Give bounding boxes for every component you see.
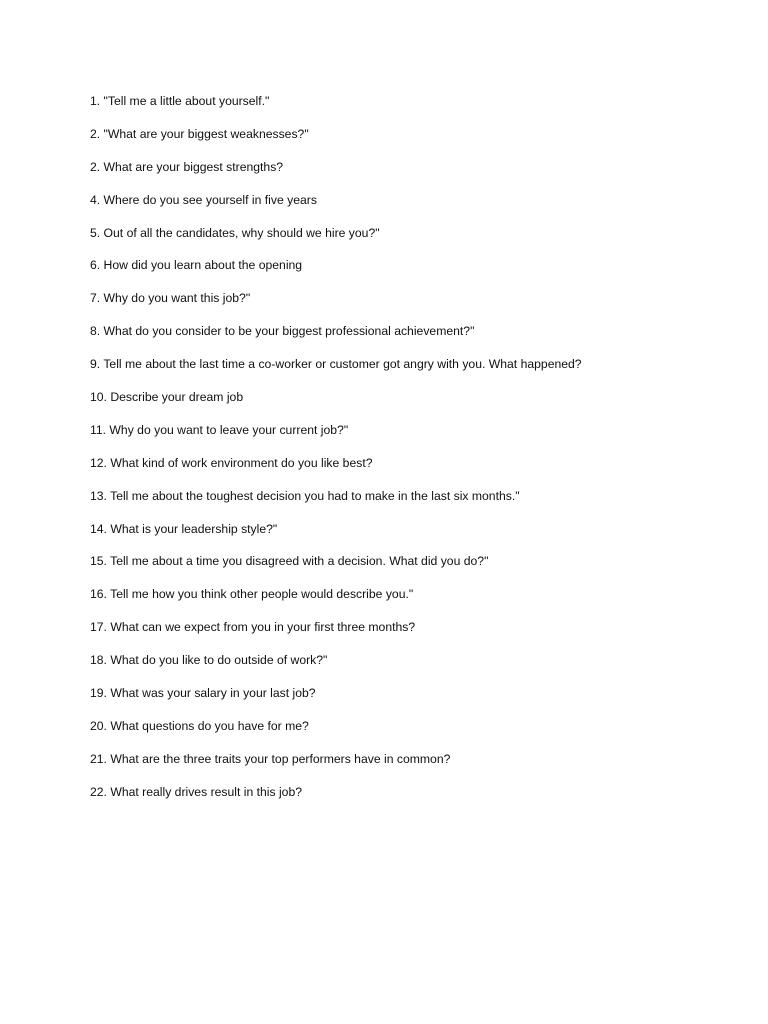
question-list — [90, 91, 740, 815]
question-item: 4. Where do you see yourself in five years — [90, 192, 317, 207]
question-item: 1. "Tell me a little about yourself." — [90, 94, 270, 108]
question-item: 10. Describe your dream job — [90, 390, 244, 405]
question-item: 9. Tell me about the last time a co-worker or customer got angry with you. What happened? — [90, 357, 582, 372]
question-item: 18. What do you like to do outside of work?" — [90, 653, 328, 668]
question-item: 20. What questions do you have for me? — [90, 718, 309, 733]
question-item: 6. How did you learn about the opening — [90, 258, 303, 273]
question-item: 5. Out of all the candidates, why should we hire you?" — [90, 225, 380, 240]
question-item: 19. What was your salary in your last job? — [90, 686, 316, 701]
question-item: 7. Why do you want this job?" — [90, 291, 251, 306]
question-item: 22. What really drives result in this job? — [90, 784, 303, 799]
question-item: 11. Why do you want to leave your current job?" — [90, 422, 349, 437]
question-item: 16. Tell me how you think other people would describe you." — [90, 587, 414, 602]
question-item: 2. "What are your biggest weaknesses?" — [90, 126, 309, 141]
question-item: 13. Tell me about the toughest decision you had to make in the last six months." — [90, 488, 520, 503]
question-item: 2. What are your biggest strengths? — [90, 159, 284, 174]
question-item: 12. What kind of work environment do you like best? — [90, 455, 373, 470]
question-item: 21. What are the three traits your top performers have in common? — [90, 751, 451, 766]
question-item: 8. What do you consider to be your biggest professional achievement?" — [90, 324, 475, 339]
question-item: 14. What is your leadership style?" — [90, 521, 278, 536]
question-item: 15. Tell me about a time you disagreed with a decision. What did you do?" — [90, 554, 489, 569]
question-item: 17. What can we expect from you in your first three months? — [90, 620, 416, 635]
